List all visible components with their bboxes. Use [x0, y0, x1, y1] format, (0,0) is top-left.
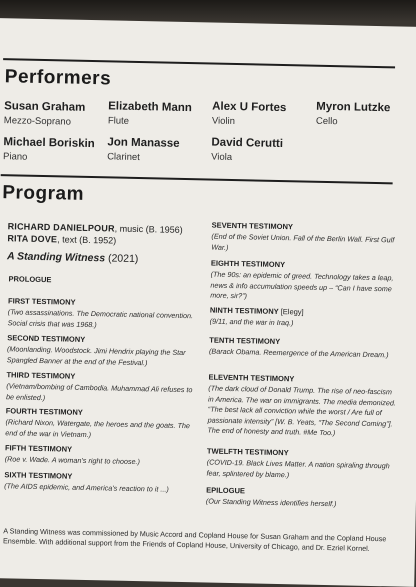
composer-suffix: , music (B. 1956)	[114, 223, 183, 235]
commission-note: A Standing Witness was commissioned by Music Accord and Copland House for Susan Graham and the Copland House Ensemble. With additional support from the Friends of Copland House, University of Chicago, and Dr. Ezriel Kornel.	[2, 526, 387, 553]
performer-name: Myron Lutzke	[316, 100, 391, 115]
prologue-label: PROLOGUE	[8, 274, 52, 285]
movement	[5, 406, 196, 442]
performer	[3, 136, 114, 164]
writer-name: RITA DOVE	[7, 233, 58, 245]
work-year: (2021)	[104, 252, 139, 266]
movement-description: (Roe v. Wade. A woman's right to choose.)	[4, 454, 141, 467]
work-title	[7, 250, 139, 265]
movement-description: (Two assassinations. The Democratic national convention. Social crisis that was 1968.)	[7, 307, 194, 329]
credits	[7, 220, 183, 248]
movement-title: TWELFTH TESTIMONY	[206, 446, 289, 458]
movement-title-text: NINTH TESTIMONY	[209, 305, 279, 316]
performers-heading: Performers	[4, 66, 112, 90]
movement-description: (Our Standing Witness identifies herself.)	[205, 496, 337, 509]
performer-role: Viola	[211, 151, 233, 163]
writer-suffix: , text (B. 1952)	[57, 234, 117, 246]
movement-description: (Vietnam/bombing of Cambodia. Muhammad Ali refuses to be enlisted.)	[5, 381, 193, 402]
movement-description: (The 90s: an epidemic of greed. Technology takes a leap, news & info accumulation speeds up – “Can I have some more, sir?”)	[210, 269, 394, 301]
movement	[6, 370, 197, 406]
performer	[4, 100, 115, 128]
movement-title: FIFTH TESTIMONY	[4, 443, 73, 454]
performer-role: Cello	[315, 115, 338, 128]
movement-description: (Barack Obama. Reemergence of the American Dream.)	[208, 346, 389, 360]
movement-description: (The AIDS epidemic, and America's reaction to it ...)	[4, 481, 169, 494]
movement-title: EPILOGUE	[206, 485, 246, 496]
performer-role: Flute	[107, 115, 130, 127]
performer-name: Michael Boriskin	[3, 136, 95, 151]
movement-title: FOURTH TESTIMONY	[5, 406, 83, 417]
movement	[210, 259, 401, 305]
movement-title: FIRST TESTIMONY	[7, 296, 76, 307]
movement-description: (The dark cloud of Donald Trump. The rise of neo-fascism in America. The war on immigrants. The media demonized. “The best lack all conviction while the worst / Are full of passionate intensity” [W. B. Yeats, “The Second Coming”]. The end of honesty and truth. #Me Too.)	[207, 383, 397, 438]
performer	[108, 100, 219, 128]
movement-title: SIXTH TESTIMONY	[4, 470, 73, 481]
movement-title: SECOND TESTIMONY	[7, 333, 86, 344]
movement	[210, 306, 400, 331]
work-title-text: A Standing Witness	[6, 250, 106, 265]
program-heading: Program	[2, 182, 85, 205]
movement	[206, 486, 396, 511]
performer	[107, 136, 218, 164]
movement	[209, 336, 399, 361]
composer-name: RICHARD DANIELPOUR	[7, 221, 115, 234]
movement-description: (COVID-19. Black Lives Matter. A nation spiraling through fear, splintered by blame.)	[206, 457, 390, 479]
program-page	[0, 18, 416, 587]
performer-name: Elizabeth Mann	[108, 100, 192, 115]
performer	[211, 137, 322, 165]
movement-title: ELEVENTH TESTIMONY	[208, 372, 295, 384]
movement-title-extra: [Elegy]	[278, 306, 304, 317]
movement-description: (Moonlanding. Woodstock. Jimi Hendrix playing the Star Spangled Banner at the end of the Festival.)	[6, 344, 186, 367]
performer-role: Piano	[2, 151, 28, 163]
movement-title: TENTH TESTIMONY	[209, 335, 281, 347]
performer-role: Clarinet	[107, 151, 140, 164]
performer-name: David Cerutti	[211, 136, 284, 151]
performer-role: Violin	[211, 115, 236, 128]
movement	[207, 373, 398, 440]
movement	[211, 221, 402, 257]
movement-title: THIRD TESTIMONY	[6, 370, 76, 381]
performer-name: Jon Manasse	[107, 136, 180, 150]
performer	[316, 101, 416, 129]
movement	[5, 443, 195, 468]
movement	[4, 470, 194, 495]
movement	[8, 296, 199, 332]
movement-description: (End of the Soviet Union. Fall of the Berlin Wall. First Gulf War.)	[211, 231, 395, 252]
performer-role: Mezzo-Soprano	[3, 115, 72, 128]
movement-description: (Richard Nixon, Watergate, the heroes and the goats. The end of the war in Vietnam.)	[5, 417, 191, 439]
movement-title: SEVENTH TESTIMONY	[211, 220, 294, 232]
performer-name: Susan Graham	[4, 100, 86, 114]
movement-title: EIGHTH TESTIMONY	[210, 258, 286, 270]
performer	[212, 101, 323, 129]
movement-description: (9/11, and the war in Iraq.)	[209, 316, 294, 328]
performer-name: Alex U Fortes	[212, 100, 287, 115]
movement	[7, 333, 198, 369]
movement	[206, 447, 397, 483]
